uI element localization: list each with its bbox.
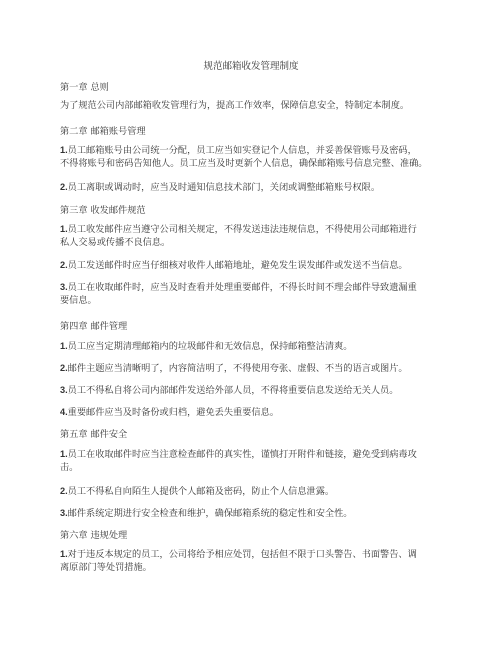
paragraph bbox=[60, 547, 452, 575]
paragraph-line: 为了规范公司内部邮箱收发管理行为，提高工作效率，保障信息安全，特制定本制度。 bbox=[60, 100, 410, 111]
item-number: 2. bbox=[60, 182, 68, 192]
item-number: 2. bbox=[60, 486, 68, 496]
paragraph-line: 员工不得私自向陌生人提供个人邮箱及密码，防止个人信息泄露。 bbox=[67, 486, 335, 497]
item-number: 1. bbox=[60, 341, 68, 351]
paragraph bbox=[60, 280, 452, 308]
chapter-heading-5: 第五章 邮件安全 bbox=[60, 429, 128, 440]
item-number: 1. bbox=[60, 449, 68, 459]
paragraph-line: 不得将账号和密码告知他人。员工应当及时更新个人信息，确保邮箱账号信息完整、准确。 bbox=[60, 158, 428, 169]
paragraph-line: 击。 bbox=[60, 462, 79, 473]
paragraph-line: 员工发送邮件时应当仔细核对收件人邮箱地址，避免发生误发邮件或发送不当信息。 bbox=[67, 260, 408, 271]
item-number: 1. bbox=[60, 224, 68, 234]
paragraph bbox=[60, 405, 452, 419]
item-number: 3. bbox=[60, 508, 68, 518]
chapter-heading-4: 第四章 邮件管理 bbox=[60, 321, 128, 332]
paragraph bbox=[60, 99, 452, 113]
paragraph-line: 重要邮件应当及时备份或归档，避免丢失重要信息。 bbox=[67, 407, 279, 418]
paragraph-line: 员工收发邮件应当遵守公司相关规定，不得发送违法违规信息，不得使用公司邮箱进行 bbox=[67, 224, 417, 235]
document-title: 规范邮箱收发管理制度 bbox=[203, 61, 299, 72]
paragraph bbox=[60, 258, 452, 272]
paragraph-line: 对于违反本规定的员工，公司将给予相应处罚，包括但不限于口头警告、书面警告、调 bbox=[67, 549, 417, 560]
item-number: 2. bbox=[60, 363, 68, 373]
paragraph-line: 员工离职或调动时，应当及时通知信息技术部门，关闭或调整邮箱账号权限。 bbox=[67, 182, 381, 193]
paragraph-line: 邮件系统定期进行安全检查和维护，确保邮箱系统的稳定性和安全性。 bbox=[67, 508, 353, 519]
chapter-heading-1: 第一章 总则 bbox=[60, 82, 109, 93]
paragraph-line: 员工在收取邮件时应当注意检查邮件的真实性，谨慎打开附件和链接，避免受到病毒攻 bbox=[67, 449, 417, 460]
paragraph bbox=[60, 447, 452, 475]
paragraph bbox=[60, 484, 452, 498]
paragraph bbox=[60, 383, 452, 397]
item-number: 3. bbox=[60, 282, 68, 292]
paragraph-line: 私人交易或传播不良信息。 bbox=[60, 237, 171, 248]
paragraph-line: 离原部门等处罚措施。 bbox=[60, 562, 152, 573]
paragraph bbox=[60, 339, 452, 353]
item-number: 1. bbox=[60, 549, 68, 559]
paragraph bbox=[60, 361, 452, 375]
paragraph bbox=[60, 143, 452, 171]
paragraph-line: 邮件主题应当清晰明了，内容简洁明了，不得使用夸张、虚假、不当的语言或图片。 bbox=[67, 363, 408, 374]
paragraph-line: 员工在收取邮件时，应当及时查看并处理重要邮件，不得长时间不理会邮件导致遗漏重 bbox=[67, 282, 417, 293]
item-number: 2. bbox=[60, 260, 68, 270]
chapter-heading-6: 第六章 违规处理 bbox=[60, 530, 128, 541]
paragraph-line: 员工应当定期清理邮箱内的垃圾邮件和无效信息，保持邮箱整洁清爽。 bbox=[67, 341, 353, 352]
chapter-heading-2: 第二章 邮箱账号管理 bbox=[60, 126, 146, 137]
paragraph-line: 要信息。 bbox=[60, 295, 97, 306]
item-number: 4. bbox=[60, 407, 68, 417]
paragraph-line: 员工邮箱账号由公司统一分配，员工应当如实登记个人信息，并妥善保管账号及密码， bbox=[67, 145, 417, 156]
item-number: 1. bbox=[60, 145, 68, 155]
paragraph bbox=[60, 222, 452, 250]
paragraph bbox=[60, 180, 452, 194]
chapter-heading-3: 第三章 收发邮件规范 bbox=[60, 205, 146, 216]
paragraph-line: 员工不得私自将公司内部邮件发送给外部人员，不得将重要信息发送给无关人员。 bbox=[67, 385, 399, 396]
item-number: 3. bbox=[60, 385, 68, 395]
paragraph bbox=[60, 506, 452, 520]
